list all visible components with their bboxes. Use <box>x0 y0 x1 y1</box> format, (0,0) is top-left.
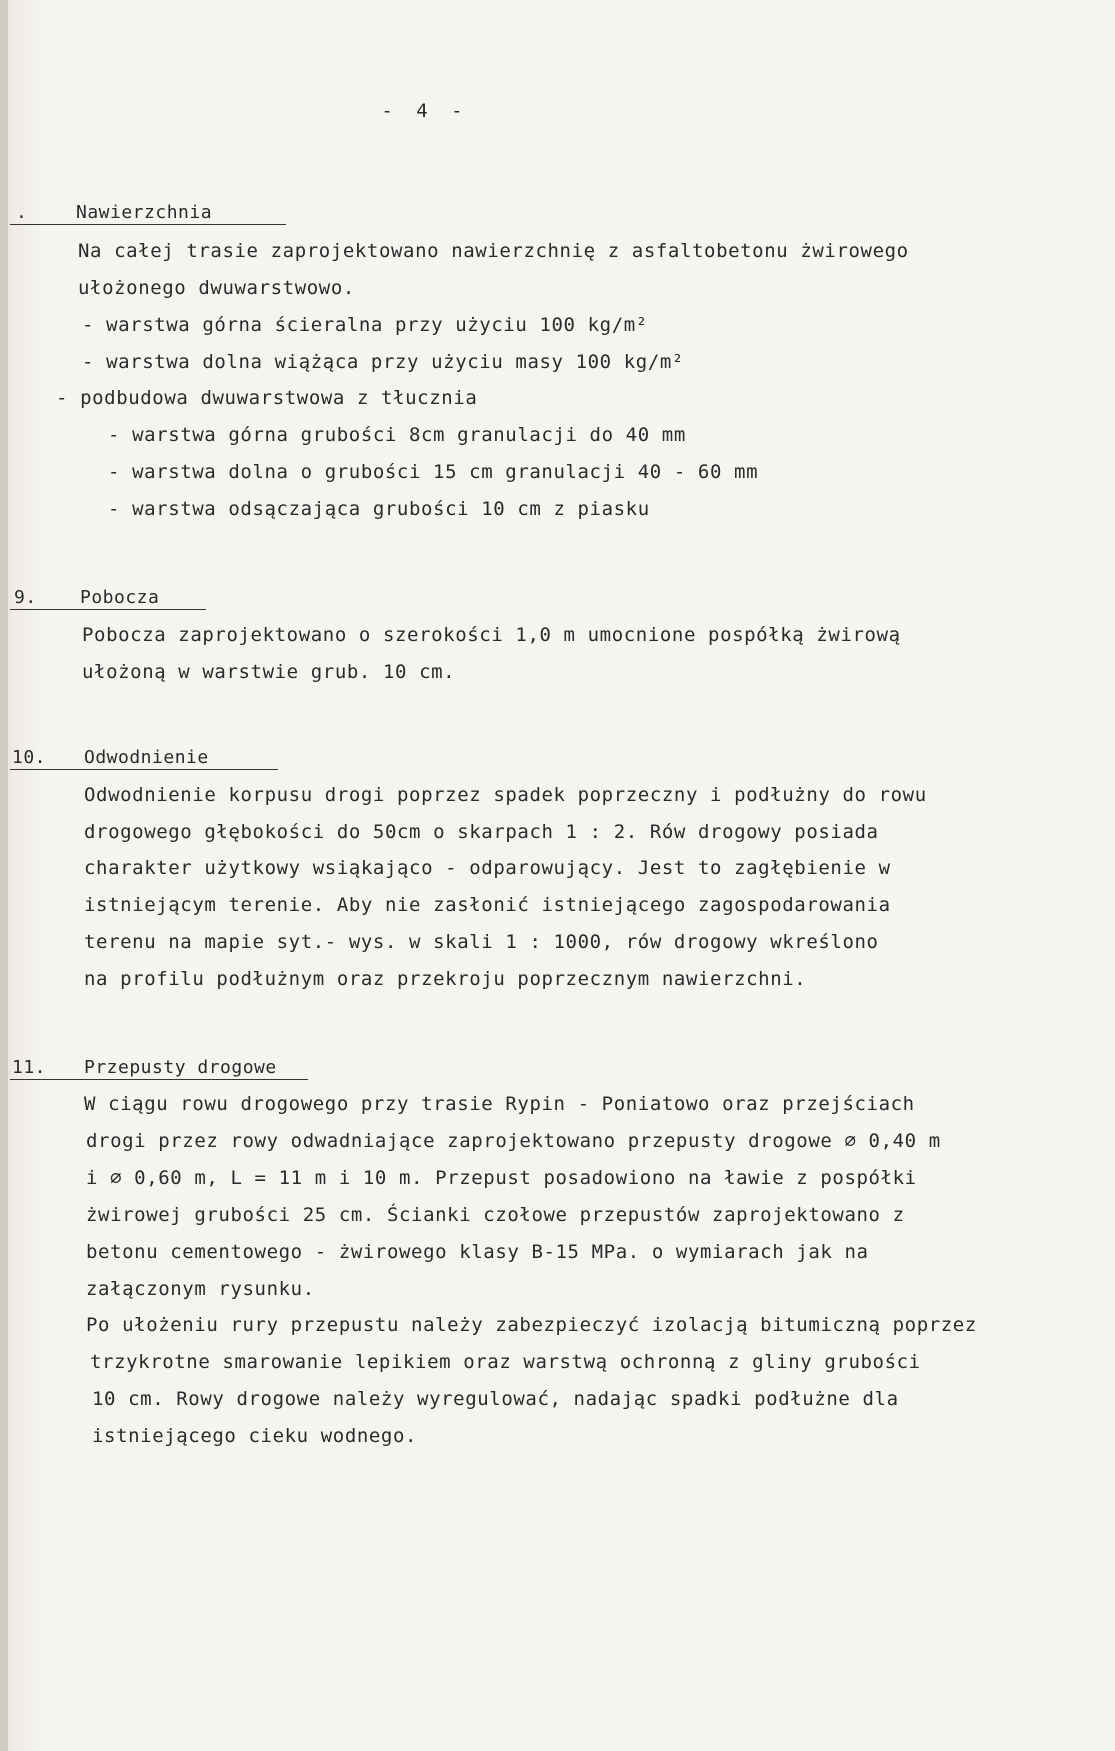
text-line: - warstwa górna ścieralna przy użyciu 100 kg/m² <box>82 314 648 336</box>
section-number: 11. <box>12 1057 47 1078</box>
text-line: istniejącym terenie. Aby nie zasłonić istniejącego zagospodarowania <box>84 894 891 916</box>
text-line: istniejącego cieku wodnego. <box>92 1425 418 1447</box>
text-line: charakter użytkowy wsiąkająco - odparowujący. Jest to zagłębienie w <box>84 857 891 879</box>
text-line: 10 cm. Rowy drogowe należy wyregulować, nadając spadki podłużne dla <box>92 1388 899 1410</box>
page-number: - 4 - <box>381 100 469 122</box>
text-line: Pobocza zaprojektowano o szerokości 1,0 m umocnione pospółką żwirową <box>82 624 901 646</box>
section-number: . <box>16 202 28 223</box>
text-line: trzykrotne smarowanie lepikiem oraz warstwą ochronną z gliny grubości <box>90 1351 921 1373</box>
text-line: drogowego głębokości do 50cm o skarpach 1 : 2. Rów drogowy posiada <box>84 821 879 843</box>
text-line: Po ułożeniu rury przepustu należy zabezpieczyć izolacją bitumiczną poprzez <box>86 1314 977 1336</box>
heading-underline <box>10 769 278 770</box>
heading-underline <box>10 609 206 610</box>
text-line: drogi przez rowy odwadniające zaprojektowano przepusty drogowe ⌀ 0,40 m <box>86 1130 941 1152</box>
text-line: - warstwa górna grubości 8cm granulacji do 40 mm <box>108 424 686 446</box>
text-line: - warstwa dolna o grubości 15 cm granulacji 40 - 60 mm <box>108 461 759 483</box>
text-line: ułożonego dwuwarstwowo. <box>78 277 355 299</box>
section-title: Nawierzchnia <box>76 202 213 223</box>
text-line: Na całej trasie zaprojektowano nawierzchnię z asfaltobetonu żwirowego <box>78 240 909 262</box>
text-line: W ciągu rowu drogowego przy trasie Rypin - Poniatowo oraz przejściach <box>84 1093 915 1115</box>
text-line: Odwodnienie korpusu drogi poprzez spadek poprzeczny i podłużny do rowu <box>84 784 927 806</box>
heading-underline <box>10 224 286 225</box>
text-line: terenu na mapie syt.- wys. w skali 1 : 1000, rów drogowy wkreślono <box>84 931 879 953</box>
page-edge <box>0 0 8 1751</box>
section-number: 9. <box>14 587 37 608</box>
section-title: Pobocza <box>80 587 160 608</box>
text-line: załączonym rysunku. <box>86 1278 315 1300</box>
text-line: - warstwa dolna wiążąca przy użyciu masy 100 kg/m² <box>82 351 684 373</box>
section-title: Odwodnienie <box>84 747 209 768</box>
text-line: żwirowej grubości 25 cm. Ścianki czołowe przepustów zaprojektowano z <box>86 1204 905 1226</box>
text-line: - podbudowa dwuwarstwowa z tłucznia <box>56 387 478 409</box>
text-line: ułożoną w warstwie grub. 10 cm. <box>82 661 456 683</box>
text-line: - warstwa odsączająca grubości 10 cm z piasku <box>108 498 650 520</box>
text-line: na profilu podłużnym oraz przekroju poprzecznym nawierzchni. <box>84 968 807 990</box>
heading-underline <box>10 1079 308 1080</box>
section-title: Przepusty drogowe <box>84 1057 277 1078</box>
text-line: i ⌀ 0,60 m, L = 11 m i 10 m. Przepust posadowiono na ławie z pospółki <box>86 1167 917 1189</box>
section-number: 10. <box>12 747 47 768</box>
text-line: betonu cementowego - żwirowego klasy B-15 MPa. o wymiarach jak na <box>86 1241 869 1263</box>
